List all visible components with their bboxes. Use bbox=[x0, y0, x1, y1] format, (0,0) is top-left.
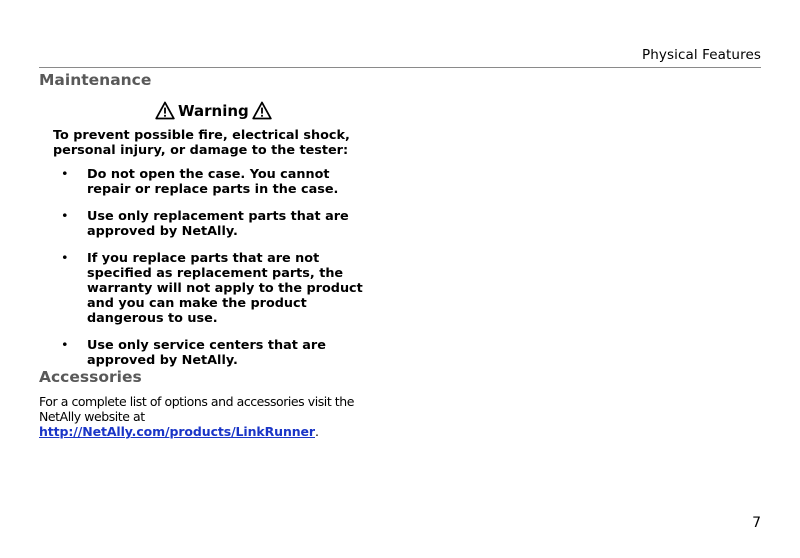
accessories-text: For a complete list of options and accessories visit the NetAlly website at bbox=[39, 394, 354, 424]
warning-intro: To prevent possible fire, electrical shock, personal injury, or damage to the tester: bbox=[53, 128, 350, 158]
list-item bbox=[53, 167, 373, 197]
list-item bbox=[53, 251, 373, 326]
accessories-paragraph bbox=[39, 394, 384, 439]
page-number: 7 bbox=[752, 515, 761, 531]
accessories-text-end: . bbox=[315, 424, 319, 439]
bullet-dot: • bbox=[61, 251, 69, 266]
bullet-dot: • bbox=[61, 209, 69, 224]
warning-label: Warning bbox=[178, 101, 249, 120]
accessories-heading: Accessories bbox=[39, 368, 142, 386]
warning-triangle-icon bbox=[252, 101, 272, 120]
bullet-text: Use only service centers that are approved by NetAlly. bbox=[87, 338, 326, 368]
running-header: Physical Features bbox=[642, 47, 761, 63]
maintenance-heading: Maintenance bbox=[39, 71, 152, 89]
header-rule bbox=[39, 67, 761, 68]
list-item bbox=[53, 338, 373, 368]
list-item bbox=[53, 209, 373, 239]
bullet-dot: • bbox=[61, 167, 69, 182]
bullet-text: Do not open the case. You cannot repair or replace parts in the case. bbox=[87, 167, 339, 197]
bullet-text: If you replace parts that are not specified as replacement parts, the warranty will not apply to the product and you can make the product dangerous to use. bbox=[87, 251, 363, 326]
warning-title bbox=[155, 101, 272, 120]
bullet-dot: • bbox=[61, 338, 69, 353]
warning-triangle-icon bbox=[155, 101, 175, 120]
linkrunner-products-link[interactable]: http://NetAlly.com/products/LinkRunner bbox=[39, 424, 315, 439]
bullet-text: Use only replacement parts that are approved by NetAlly. bbox=[87, 209, 349, 239]
warning-bullet-list bbox=[53, 167, 373, 380]
